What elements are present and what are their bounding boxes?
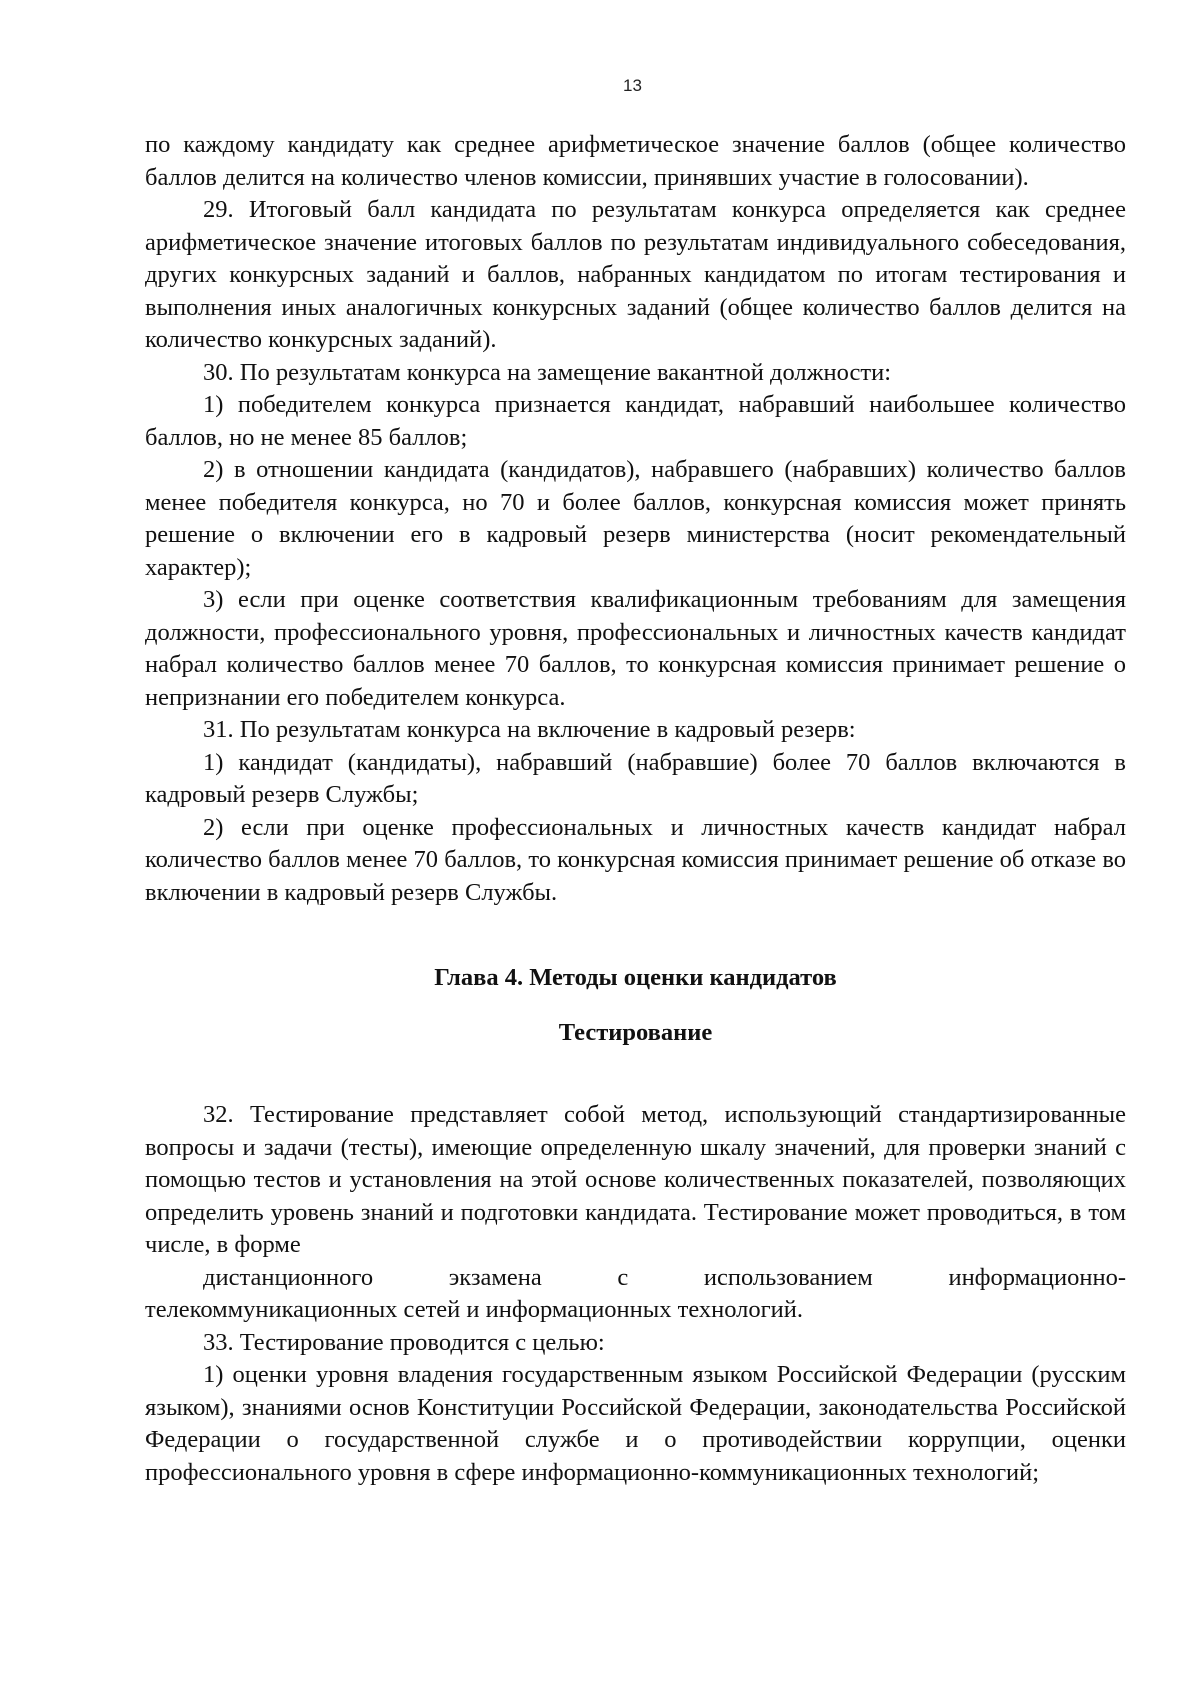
paragraph-30-item-3: 3) если при оценке соответствия квалификационным требованиям для замещения должности, профессионального уровня, профессиональных и личностных качеств кандидат набрал количество баллов менее 70 баллов, то конкурсная комиссия принимает решение о непризнании его победителем конкурса. (145, 586, 1126, 711)
paragraph-32-end: телекоммуникационных сетей и информационных технологий. (145, 1296, 804, 1323)
paragraph-30-item-1: 1) победителем конкурса признается кандидат, набравший наибольшее количество баллов, но не менее 85 баллов; (145, 391, 1126, 451)
paragraph-30: 30. По результатам конкурса на замещение вакантной должности: (203, 358, 892, 386)
document-body (145, 129, 1126, 1489)
paragraph-33: 33. Тестирование проводится с целью: (203, 1328, 605, 1356)
paragraph-32 (145, 1099, 1126, 1327)
page-number: 13 (623, 76, 642, 95)
paragraph-continuation: по каждому кандидату как среднее арифметическое значение баллов (общее количество баллов делится на количество членов комиссии, принявших участие в голосовании). (145, 131, 1126, 191)
paragraph-30-item-2: 2) в отношении кандидата (кандидатов), набравшего (набравших) количество баллов менее победителя конкурса, но 70 и более баллов, конкурсная комиссия может принять решение о включении его в кадровый резерв министерства (носит рекомендательный характер); (145, 456, 1126, 581)
paragraph-31: 31. По результатам конкурса на включение в кадровый резерв: (203, 716, 856, 743)
paragraph-29: 29. Итоговый балл кандидата по результатам конкурса определяется как среднее арифметическое значение итоговых баллов по результатам индивидуального собеседования, других конкурсных заданий и баллов, набранных кандидатом по итогам тестирования и выполнения иных аналогичных конкурсных заданий (общее количество баллов делится на количество конкурсных заданий). (145, 196, 1126, 353)
paragraph-31-item-1: 1) кандидат (кандидаты), набравший (набравшие) более 70 баллов включаются в кадровый резерв Службы; (145, 748, 1126, 808)
chapter-heading: Глава 4. Методы оценки кандидатов (434, 964, 837, 991)
paragraph-32-spread-line: дистанционного экзамена с использованием информационно- (203, 1263, 1126, 1291)
paragraph-33-item-1: 1) оценки уровня владения государственным языком Российской Федерации (русским языком), знаниями основ Конституции Российской Федерации, законодательства Российской Федерации о государственной службе и о противодействии коррупции, оценки профессионального уровня в сфере информационно-коммуникационных технологий; (145, 1361, 1126, 1486)
section-heading: Тестирование (558, 1018, 713, 1046)
paragraph-31-item-2: 2) если при оценке профессиональных и личностных качеств кандидат набрал количество баллов менее 70 баллов, то конкурсная комиссия принимает решение об отказе во включении в кадровый резерв Службы. (145, 813, 1126, 906)
paragraph-32-start: 32. Тестирование представляет собой метод, использующий стандартизированные вопросы и задачи (тесты), имеющие определенную шкалу значений, для проверки знаний с помощью тестов и установления на этой основе количественных показателей, позволяющих определить уровень знаний и подготовки кандидата. Тестирование может проводиться, в том числе, в форме (145, 1101, 1126, 1258)
